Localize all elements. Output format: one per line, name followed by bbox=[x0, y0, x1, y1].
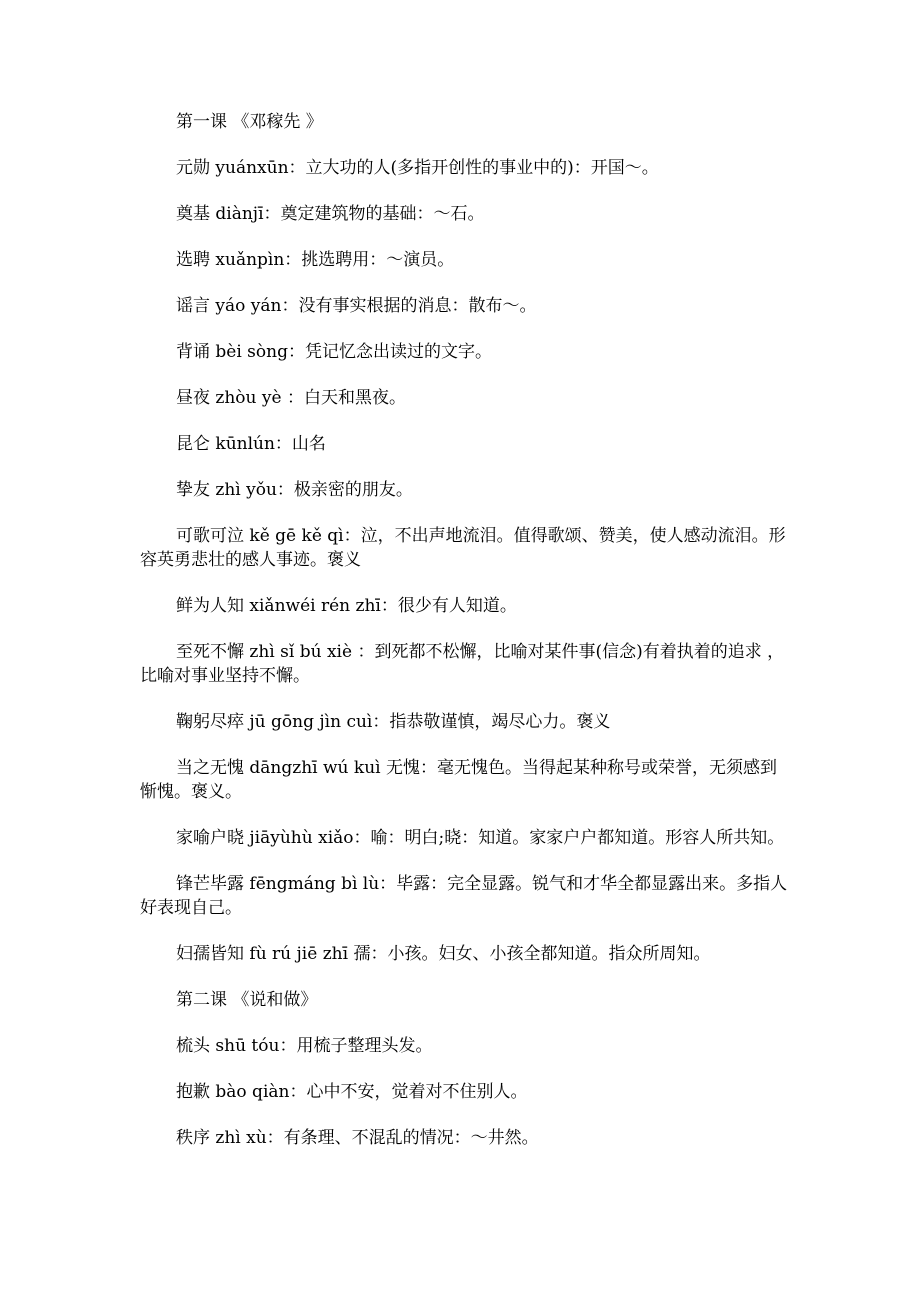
lesson-heading-1: 第一课 《邓稼先 》 bbox=[176, 112, 323, 132]
vocab-entry: 鲜为人知 xiǎnwéi rén zhī：很少有人知道。 bbox=[176, 596, 517, 616]
vocab-entry: 背诵 bèi sòng：凭记忆念出读过的文字。 bbox=[176, 342, 492, 362]
vocab-entry: 谣言 yáo yán：没有事实根据的消息：散布～。 bbox=[176, 296, 537, 316]
vocab-entry: 昼夜 zhòu yè ：白天和黑夜。 bbox=[176, 388, 406, 408]
vocab-entry: 可歌可泣 kě gē kě qì：泣，不出声地流泪。值得歌颂、赞美，使人感动流泪。形容英勇悲壮的感人事迹。褒义 bbox=[140, 526, 786, 570]
vocab-entry: 昆仑 kūnlún：山名 bbox=[176, 434, 326, 454]
vocab-entry: 元勋 yuánxūn：立大功的人(多指开创性的事业中的)：开国～。 bbox=[176, 158, 659, 178]
vocab-entry: 至死不懈 zhì sǐ bú xiè ：到死都不松懈，比喻对某件事(信念)有着执着的追求 ，比喻对事业坚持不懈。 bbox=[140, 642, 785, 686]
vocab-entry: 鞠躬尽瘁 jū gōng jìn cuì：指恭敬谨慎，竭尽心力。褒义 bbox=[176, 712, 611, 732]
document-page bbox=[140, 110, 790, 1172]
vocab-entry: 秩序 zhì xù：有条理、不混乱的情况：～井然。 bbox=[176, 1128, 539, 1148]
vocab-entry: 抱歉 bào qiàn：心中不安，觉着对不住别人。 bbox=[176, 1082, 528, 1102]
vocab-entry: 当之无愧 dāngzhī wú kuì 无愧：毫无愧色。当得起某种称号或荣誉，无须感到惭愧。褒义。 bbox=[140, 758, 777, 802]
vocab-entry: 选聘 xuǎnpìn：挑选聘用：～演员。 bbox=[176, 250, 455, 270]
vocab-entry: 梳头 shū tóu：用梳子整理头发。 bbox=[176, 1036, 433, 1056]
vocab-entry: 锋芒毕露 fēngmáng bì lù：毕露：完全显露。锐气和才华全都显露出来。多指人好表现自己。 bbox=[140, 874, 788, 918]
vocab-entry: 奠基 diànjī：奠定建筑物的基础：～石。 bbox=[176, 204, 485, 224]
vocab-entry: 家喻户晓 jiāyùhù xiǎo：喻：明白;晓：知道。家家户户都知道。形容人所共知。 bbox=[176, 828, 785, 848]
vocab-entry: 妇孺皆知 fù rú jiē zhī 孺：小孩。妇女、小孩全都知道。指众所周知。 bbox=[176, 944, 711, 964]
lesson-heading-2: 第二课 《说和做》 bbox=[176, 990, 318, 1010]
vocab-entry: 挚友 zhì yǒu：极亲密的朋友。 bbox=[176, 480, 413, 500]
